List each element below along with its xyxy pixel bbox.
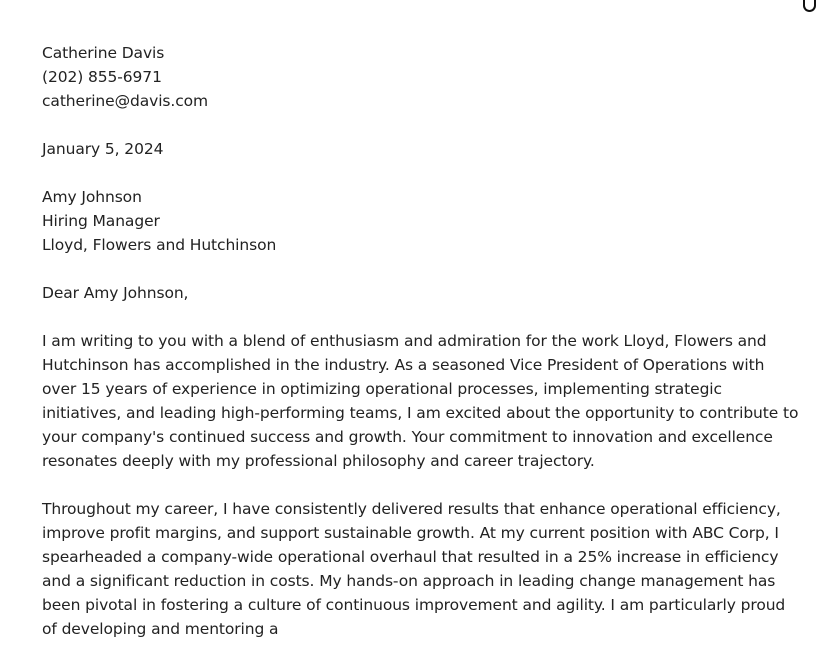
body-paragraph-1: I am writing to you with a blend of enthusiasm and admiration for the work Lloyd, Flowers and Hutchinson has accomplished in the industry. As a seasoned Vice President of Operations with over 15 years of experience in optimizing operational processes, implementing strategic initiatives, and leading high-performing teams, I am excited about the opportunity to contribute to your company's continued success and growth. Your commitment to innovation and excellence resonates deeply with my professional philosophy and career trajectory.: [42, 332, 799, 470]
recipient-title: Hiring Manager: [42, 212, 160, 230]
sender-email: catherine@davis.com: [42, 92, 209, 110]
cover-letter: [42, 41, 802, 665]
sender-name: Catherine Davis: [42, 44, 165, 62]
sender-phone: (202) 855-6971: [42, 68, 162, 86]
salutation: Dear Amy Johnson,: [42, 284, 189, 302]
recipient-block: [42, 185, 802, 257]
sender-block: [42, 41, 802, 113]
corner-shape-icon: [803, 0, 816, 12]
letter-date: January 5, 2024: [42, 140, 164, 158]
body-paragraph-2: Throughout my career, I have consistently delivered results that enhance operational efficiency, improve profit margins, and support sustainable growth. At my current position with ABC Corp, I spearheaded a company-wide operational overhaul that resulted in a 25% increase in efficiency and a significant reduction in costs. My hands-on approach in leading change management has been pivotal in fostering a culture of continuous improvement and agility. I am particularly proud of developing and mentoring a: [42, 500, 786, 638]
recipient-name: Amy Johnson: [42, 188, 142, 206]
recipient-company: Lloyd, Flowers and Hutchinson: [42, 236, 277, 254]
